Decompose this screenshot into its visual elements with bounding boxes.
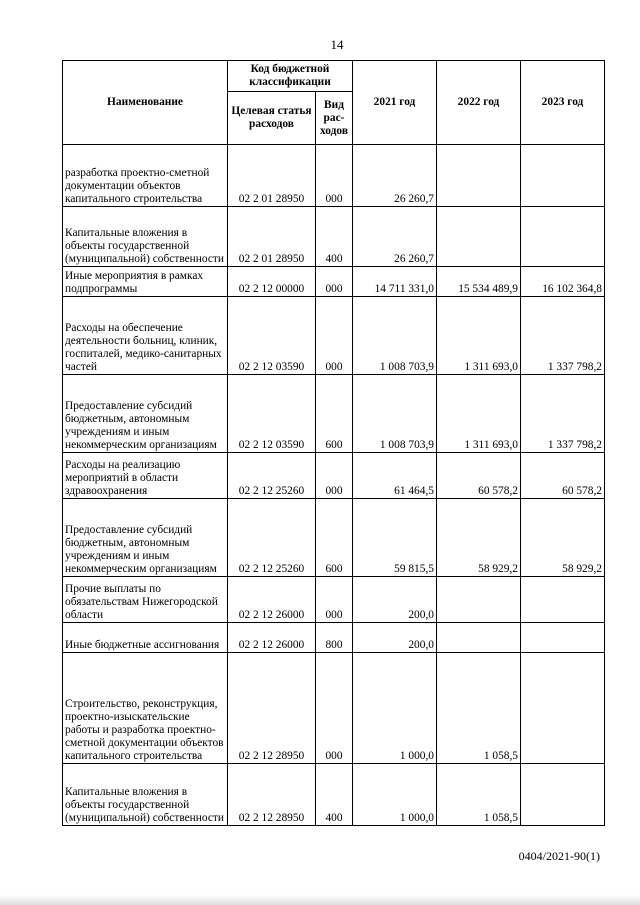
row-value-2023 xyxy=(521,577,605,623)
row-value-2022: 1 311 693,0 xyxy=(437,297,521,375)
table-row xyxy=(63,764,605,826)
row-value-2021: 26 260,7 xyxy=(353,207,437,267)
page-number: 14 xyxy=(330,37,344,52)
row-target-article: 02 2 12 25260 xyxy=(228,453,316,499)
row-value-2021: 200,0 xyxy=(353,623,437,653)
row-target-article: 02 2 12 03590 xyxy=(228,297,316,375)
row-target-article: 02 2 12 28950 xyxy=(228,653,316,764)
row-value-2021: 200,0 xyxy=(353,577,437,623)
row-target-article: 02 2 12 25260 xyxy=(228,499,316,577)
row-value-2023: 1 337 798,2 xyxy=(521,297,605,375)
header-name: Наименование xyxy=(63,61,228,145)
table-row xyxy=(63,623,605,653)
header-2022: 2022 год xyxy=(437,61,521,145)
row-value-2023: 16 102 364,8 xyxy=(521,267,605,297)
table-row xyxy=(63,375,605,453)
row-name: Иные бюджетные ассигнования xyxy=(63,623,228,653)
row-target-article: 02 2 12 28950 xyxy=(228,764,316,826)
row-target-article: 02 2 01 28950 xyxy=(228,207,316,267)
row-expense-kind: 400 xyxy=(316,764,353,826)
document-code: 0404/2021-90(1) xyxy=(518,849,600,863)
row-value-2022: 58 929,2 xyxy=(437,499,521,577)
row-value-2022: 60 578,2 xyxy=(437,453,521,499)
row-value-2021: 61 464,5 xyxy=(353,453,437,499)
table-body xyxy=(63,145,605,826)
row-target-article: 02 2 12 00000 xyxy=(228,267,316,297)
row-name: Иные мероприятия в рамках подпрограммы xyxy=(63,267,228,297)
row-expense-kind: 000 xyxy=(316,145,353,207)
row-name: Предоставление субсидий бюджетным, автономным учреждениям и иным некоммерческим организациям xyxy=(63,499,228,577)
row-value-2023: 60 578,2 xyxy=(521,453,605,499)
row-value-2023: 58 929,2 xyxy=(521,499,605,577)
row-value-2023 xyxy=(521,207,605,267)
row-expense-kind: 800 xyxy=(316,623,353,653)
header-target-article: Целевая статья расходов xyxy=(228,92,316,145)
budget-table xyxy=(62,60,605,826)
row-value-2023 xyxy=(521,623,605,653)
row-value-2023 xyxy=(521,764,605,826)
table-row xyxy=(63,453,605,499)
row-name: Предоставление субсидий бюджетным, автономным учреждениям и иным некоммерческим организациям xyxy=(63,375,228,453)
row-expense-kind: 600 xyxy=(316,375,353,453)
row-target-article: 02 2 12 26000 xyxy=(228,577,316,623)
row-name: Строительство, реконструкция, проектно-изыскательские работы и разработка проектно-сметной документации объектов капитального строительства xyxy=(63,653,228,764)
row-value-2021: 59 815,5 xyxy=(353,499,437,577)
row-name: разработка проектно-сметной документации объектов капитального строительства xyxy=(63,145,228,207)
row-target-article: 02 2 12 03590 xyxy=(228,375,316,453)
row-value-2023 xyxy=(521,653,605,764)
row-value-2021: 26 260,7 xyxy=(353,145,437,207)
row-expense-kind: 000 xyxy=(316,267,353,297)
row-value-2022: 15 534 489,9 xyxy=(437,267,521,297)
row-expense-kind: 000 xyxy=(316,453,353,499)
row-expense-kind: 000 xyxy=(316,577,353,623)
row-value-2023: 1 337 798,2 xyxy=(521,375,605,453)
row-expense-kind: 000 xyxy=(316,297,353,375)
row-value-2022 xyxy=(437,145,521,207)
row-name: Прочие выплаты по обязательствам Нижегородской области xyxy=(63,577,228,623)
row-value-2021: 1 008 703,9 xyxy=(353,297,437,375)
scan-edge xyxy=(0,895,640,905)
row-name: Расходы на реализацию мероприятий в области здравоохранения xyxy=(63,453,228,499)
row-value-2023 xyxy=(521,145,605,207)
row-target-article: 02 2 01 28950 xyxy=(228,145,316,207)
row-value-2022 xyxy=(437,623,521,653)
row-value-2021: 14 711 331,0 xyxy=(353,267,437,297)
row-name: Расходы на обеспечение деятельности больниц, клиник, госпиталей, медико-санитарных частей xyxy=(63,297,228,375)
row-target-article: 02 2 12 26000 xyxy=(228,623,316,653)
header-2023: 2023 год xyxy=(521,61,605,145)
row-value-2022 xyxy=(437,577,521,623)
row-value-2021: 1 008 703,9 xyxy=(353,375,437,453)
table-row xyxy=(63,267,605,297)
row-expense-kind: 600 xyxy=(316,499,353,577)
table-row xyxy=(63,297,605,375)
row-value-2022 xyxy=(437,207,521,267)
row-name: Капитальные вложения в объекты государственной (муниципальной) собственности xyxy=(63,207,228,267)
table-row xyxy=(63,207,605,267)
row-value-2022: 1 058,5 xyxy=(437,653,521,764)
table-row xyxy=(63,577,605,623)
row-expense-kind: 400 xyxy=(316,207,353,267)
table-row xyxy=(63,653,605,764)
row-value-2021: 1 000,0 xyxy=(353,764,437,826)
row-value-2021: 1 000,0 xyxy=(353,653,437,764)
header-code-group: Код бюджетной классификации xyxy=(228,61,353,92)
header-expense-kind: Вид рас-ходов xyxy=(316,92,353,145)
row-value-2022: 1 058,5 xyxy=(437,764,521,826)
row-value-2022: 1 311 693,0 xyxy=(437,375,521,453)
header-2021: 2021 год xyxy=(353,61,437,145)
table-row xyxy=(63,145,605,207)
table-row xyxy=(63,499,605,577)
row-expense-kind: 000 xyxy=(316,653,353,764)
row-name: Капитальные вложения в объекты государственной (муниципальной) собственности xyxy=(63,764,228,826)
